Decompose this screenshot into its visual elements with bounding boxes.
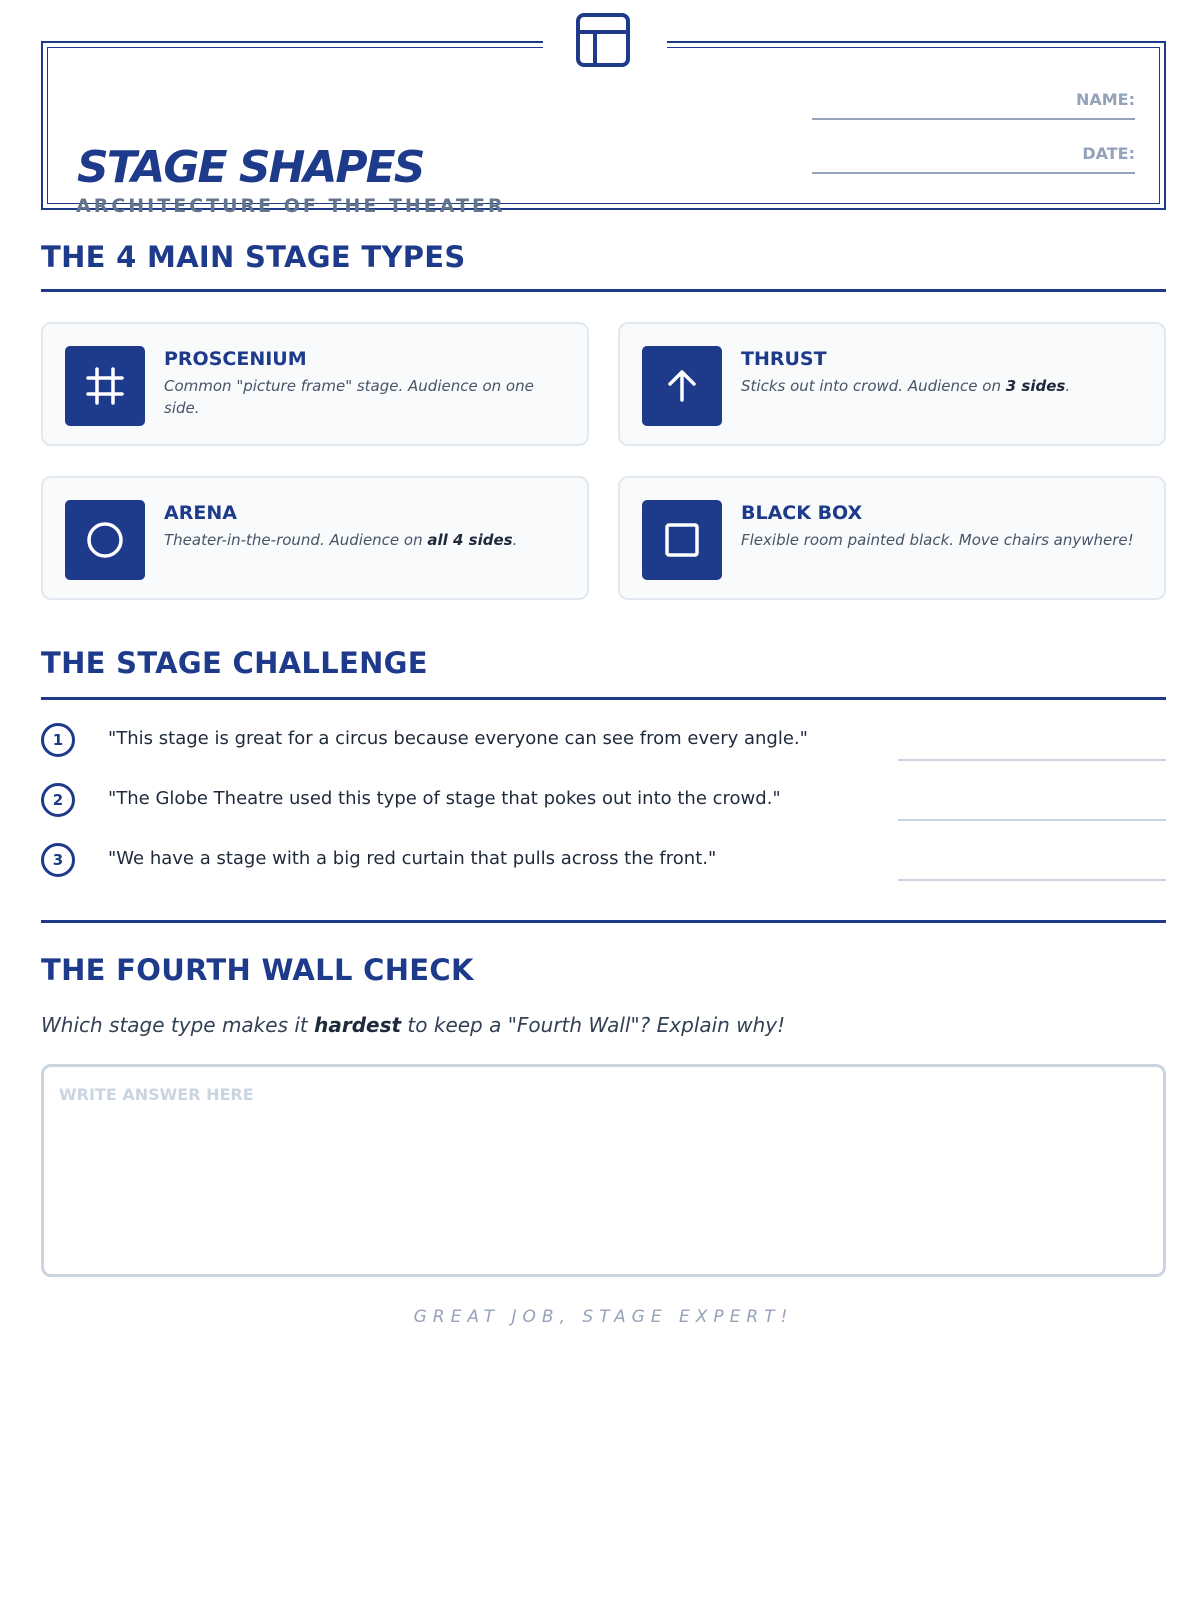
answer-placeholder: WRITE ANSWER HERE xyxy=(59,1085,254,1104)
stage-card-arena xyxy=(41,476,589,600)
stage-desc: Theater-in-the-round. Audience on all 4 sides. xyxy=(164,531,518,549)
section-title-challenge: THE STAGE CHALLENGE xyxy=(41,646,428,680)
layout-icon xyxy=(575,12,631,68)
stage-card-thrust xyxy=(618,322,1166,446)
section-rule xyxy=(41,289,1166,292)
question-text: "This stage is great for a circus because everyone can see from every angle." xyxy=(108,728,808,749)
question-number: 2 xyxy=(41,783,75,817)
section-rule xyxy=(41,697,1166,700)
stage-desc: Sticks out into crowd. Audience on 3 sides. xyxy=(741,377,1071,395)
question-number: 1 xyxy=(41,723,75,757)
stage-name: ARENA xyxy=(164,502,237,524)
answer-line[interactable] xyxy=(898,819,1166,821)
challenge-item xyxy=(41,723,1166,767)
square-icon xyxy=(642,500,722,580)
fourth-wall-prompt: Which stage type makes it hardest to keep a "Fourth Wall"? Explain why! xyxy=(41,1013,786,1037)
challenge-item xyxy=(41,843,1166,887)
name-label: NAME: xyxy=(1075,90,1135,109)
question-text: "We have a stage with a big red curtain that pulls across the front." xyxy=(108,848,717,869)
name-field[interactable] xyxy=(812,86,1135,120)
worksheet-page xyxy=(41,0,1166,1600)
page-title: STAGE SHAPES xyxy=(77,142,424,193)
stage-name: BLACK BOX xyxy=(741,502,863,524)
stage-name: PROSCENIUM xyxy=(164,348,307,370)
answer-line[interactable] xyxy=(898,879,1166,881)
question-number: 3 xyxy=(41,843,75,877)
stage-card-proscenium xyxy=(41,322,589,446)
footer-message: GREAT JOB, STAGE EXPERT! xyxy=(413,1307,794,1327)
question-text: "The Globe Theatre used this type of stage that pokes out into the crowd." xyxy=(108,788,781,809)
crop-frame-icon xyxy=(65,346,145,426)
stage-desc: Common "picture frame" stage. Audience on one side. xyxy=(164,377,534,417)
stage-card-black-box xyxy=(618,476,1166,600)
challenge-item xyxy=(41,783,1166,827)
circle-icon xyxy=(65,500,145,580)
page-subtitle: ARCHITECTURE OF THE THEATER xyxy=(76,195,506,217)
section-title-fourth-wall: THE FOURTH WALL CHECK xyxy=(41,953,474,987)
stage-desc: Flexible room painted black. Move chairs anywhere! xyxy=(741,531,1134,549)
answer-textarea[interactable] xyxy=(41,1064,1166,1277)
date-label: DATE: xyxy=(1082,144,1135,163)
section-divider xyxy=(41,920,1166,923)
answer-line[interactable] xyxy=(898,759,1166,761)
date-field[interactable] xyxy=(812,140,1135,174)
stage-name: THRUST xyxy=(741,348,827,370)
arrow-up-icon xyxy=(642,346,722,426)
section-title-types: THE 4 MAIN STAGE TYPES xyxy=(41,240,466,274)
